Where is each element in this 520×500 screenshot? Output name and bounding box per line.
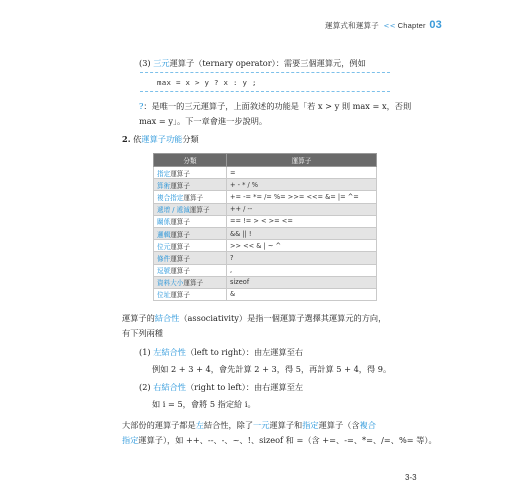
- summary-text: 運算子和: [269, 420, 303, 430]
- summary-text: 運算子），如 ++、--、-、~、!、sizeof 和 =（含 +=、-=、*=、/=、%= 等）。: [138, 435, 437, 445]
- section-number: 2.: [122, 134, 131, 144]
- category-term: 算術: [157, 181, 171, 190]
- table-row: [154, 203, 377, 215]
- category-suffix: 運算子: [170, 169, 190, 178]
- operators-cell: =: [227, 167, 377, 179]
- header-category: 分類: [154, 154, 227, 167]
- assoc-pre: 運算子的: [122, 313, 155, 323]
- code-example: max = x > y ? x : y ;: [157, 78, 257, 87]
- category-suffix: 運算子: [170, 218, 190, 227]
- category-term: 遞增 / 遞減: [157, 206, 190, 215]
- term-left: 左: [195, 420, 204, 430]
- term-associativity: 結合性: [154, 313, 180, 323]
- operators-cell: + - * / %: [227, 179, 377, 191]
- table-row: [154, 227, 377, 239]
- category-term: 指定: [157, 169, 171, 178]
- operators-cell: == != > < >= <=: [227, 215, 377, 227]
- table-row: [154, 288, 377, 300]
- category-suffix: 運算子: [170, 291, 190, 300]
- category-term: 位元: [157, 242, 171, 251]
- summary-text: 大部份的運算子都是: [122, 420, 196, 430]
- category-term: 關係: [157, 218, 171, 227]
- term-operator-function: 運算子功能: [141, 134, 183, 144]
- summary-text: 結合性，除了: [203, 420, 254, 430]
- note-line-2: max = y」。下一章會進一步說明。: [139, 116, 268, 126]
- assoc-item-2: [139, 382, 303, 393]
- operators-cell: ?: [227, 252, 377, 264]
- term-assignment: 指定: [302, 420, 319, 430]
- category-suffix: 運算子: [170, 181, 190, 190]
- assoc-item-1: [139, 347, 303, 358]
- category-suffix: 運算子: [183, 279, 204, 288]
- page-number: 3-3: [405, 473, 417, 482]
- table-row: [154, 264, 377, 276]
- operators-cell: &: [227, 288, 377, 300]
- table-row: [154, 167, 377, 179]
- assoc-line-1: [122, 313, 386, 324]
- category-suffix: 運算子: [170, 254, 190, 263]
- assoc-post: （associativity）是指一個運算子選擇其運算元的方向，: [179, 313, 387, 323]
- item-number: (1): [139, 347, 151, 357]
- chapter-label: Chapter: [397, 21, 426, 30]
- operators-cell: ++ / --: [227, 203, 377, 215]
- summary-text: 運算子（含: [318, 420, 360, 430]
- table-row: [154, 276, 377, 288]
- category-term: 複合指定: [157, 193, 184, 202]
- term-question-mark: ?: [139, 101, 144, 111]
- header-operators: 運算子: [227, 154, 377, 167]
- operators-cell: && || !: [227, 227, 377, 239]
- note-line-1: [139, 101, 411, 112]
- category-suffix: 運算子: [183, 193, 204, 202]
- code-divider-top: [140, 72, 390, 73]
- operators-cell: >> << & | ~ ^: [227, 240, 377, 252]
- operators-cell: sizeof: [227, 276, 377, 288]
- item-number: (2): [139, 382, 151, 392]
- category-suffix: 運算子: [170, 267, 190, 276]
- category-term: 資料大小: [157, 279, 184, 288]
- operators-cell: += -= *= /= %= >>= <<= &= |= ^=: [227, 191, 377, 203]
- assoc-item-2-example: 如 i = 5，會將 5 指定給 i。: [152, 399, 256, 409]
- term-assignment-2: 指定: [122, 435, 139, 445]
- term-compound: 複合: [359, 420, 376, 430]
- chapter-title: 運算式和運算子: [325, 21, 379, 30]
- table-row: [154, 240, 377, 252]
- note-text-1: ：是唯一的三元運算子，上面敘述的功能是「若 x > y 則 max = x，否則: [143, 101, 412, 111]
- term-ternary: 三元: [153, 58, 170, 68]
- category-suffix: 運算子: [170, 242, 190, 251]
- ternary-item: [139, 58, 366, 69]
- chevron-left-icon: <<: [383, 22, 396, 30]
- item-1-desc: （left to right）：由左運算至右: [185, 347, 304, 357]
- item-number: (3): [139, 58, 151, 68]
- item-2-desc: （right to left）：由右運算至左: [185, 382, 304, 392]
- ternary-desc: 運算子（ternary operator）：需要三個運算元，例如: [169, 58, 366, 68]
- category-term: 位址: [157, 291, 171, 300]
- running-header: [325, 19, 442, 31]
- category-term: 逗號: [157, 267, 171, 276]
- chapter-number: 03: [429, 19, 442, 31]
- assoc-item-1-example: 例如 2 + 3 + 4，會先計算 2 + 3，得 5，再計算 5 + 4，得 9。: [152, 364, 392, 374]
- summary-line-2: [122, 435, 437, 446]
- table-header-row: [154, 154, 377, 167]
- section-pre: 依: [133, 134, 142, 144]
- category-term: 條件: [157, 254, 171, 263]
- summary-line-1: [122, 420, 376, 431]
- table-row: [154, 252, 377, 264]
- table-row: [154, 179, 377, 191]
- category-term: 邏輯: [157, 230, 171, 239]
- category-suffix: 運算子: [170, 230, 190, 239]
- term-right-assoc: 右結合性: [153, 382, 186, 392]
- section-post: 分類: [182, 134, 199, 144]
- assoc-line-2: 有下列兩種: [122, 328, 163, 338]
- term-left-assoc: 左結合性: [153, 347, 186, 357]
- category-suffix: 運算子: [189, 206, 210, 215]
- table-row: [154, 191, 377, 203]
- section-heading-2: [122, 134, 199, 145]
- code-divider-bottom: [140, 91, 390, 92]
- operator-table: [153, 153, 377, 301]
- operators-cell: ,: [227, 264, 377, 276]
- term-unary: 一元: [253, 420, 270, 430]
- table-row: [154, 215, 377, 227]
